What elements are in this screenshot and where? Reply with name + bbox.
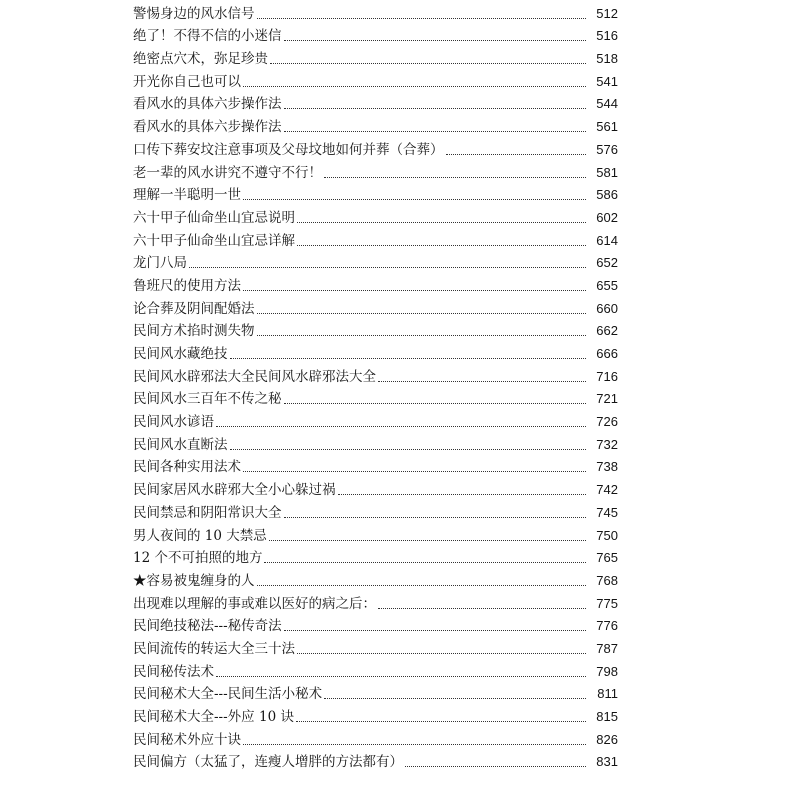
- toc-entry: [133, 545, 618, 568]
- toc-entry: [133, 318, 618, 341]
- toc-entry-title: 龙门八局: [133, 255, 187, 272]
- toc-entry-page-number: 586: [596, 187, 618, 203]
- toc-dot-leader: [189, 267, 586, 268]
- toc-entry-page-number: 745: [596, 504, 618, 520]
- toc-entry: [133, 681, 618, 704]
- toc-dot-leader: [216, 676, 586, 677]
- toc-dot-leader: [269, 540, 586, 541]
- toc-entry: [133, 68, 618, 91]
- toc-entry-title: 绝密点穴术，弥足珍贵: [133, 51, 268, 68]
- toc-entry: [133, 363, 618, 386]
- toc-entry: [133, 658, 618, 681]
- toc-dot-leader: [243, 86, 586, 87]
- toc-entry-title: 论合葬及阴间配婚法: [133, 300, 255, 317]
- toc-entry-title: 民间秘术外应十诀: [133, 731, 241, 748]
- toc-entry-page-number: 776: [596, 618, 618, 634]
- toc-entry-page-number: 655: [596, 277, 618, 293]
- toc-dot-leader: [284, 630, 586, 631]
- toc-entry-title: 六十甲子仙命坐山宜忌说明: [133, 209, 295, 226]
- toc-entry-page-number: 750: [596, 527, 618, 543]
- toc-entry-page-number: 738: [596, 459, 618, 475]
- toc-entry-title: 民间绝技秘法---秘传奇法: [133, 618, 282, 635]
- toc-entry-title: 鲁班尺的使用方法: [133, 277, 241, 294]
- toc-entry-page-number: 666: [596, 346, 618, 361]
- toc-dot-leader: [230, 449, 587, 450]
- toc-dot-leader: [378, 381, 586, 382]
- toc-entry-title: 民间方术掐时测失物: [133, 323, 255, 340]
- toc-dot-leader: [378, 608, 586, 609]
- toc-dot-leader: [257, 313, 587, 314]
- toc-entry-title: 民间秘术大全---民间生活小秘术: [133, 686, 323, 703]
- toc-entry-title: 出现难以理解的事或难以医好的病之后：: [133, 595, 376, 612]
- toc-entry-page-number: 541: [596, 73, 618, 89]
- toc-entry-page-number: 787: [596, 640, 618, 656]
- toc-entry-page-number: 518: [596, 51, 618, 67]
- toc-entry-page-number: 602: [596, 209, 618, 225]
- toc-entry-title: 民间秘术大全---外应 10 诀: [133, 709, 294, 725]
- toc-entry-title: 民间流传的转运大全三十法: [133, 640, 295, 657]
- toc-entry: [133, 227, 618, 250]
- toc-entry-page-number: 576: [596, 141, 618, 157]
- toc-entry: [133, 613, 618, 636]
- toc-entry-page-number: 581: [596, 164, 618, 180]
- toc-entry-title: 看风水的具体六步操作法: [133, 119, 282, 136]
- toc-entry-title: 民间风水三百年不传之秘: [133, 391, 282, 408]
- toc-entry: [133, 272, 618, 295]
- toc-dot-leader: [446, 154, 587, 155]
- toc-entry-page-number: 732: [596, 436, 618, 452]
- toc-entry: [133, 295, 618, 318]
- toc-entry: [133, 136, 618, 159]
- toc-dot-leader: [297, 222, 586, 223]
- toc-dot-leader: [296, 721, 586, 722]
- toc-dot-leader: [243, 744, 586, 745]
- toc-entry-title: 民间偏方（太猛了，连瘦人增胖的方法都有）: [133, 754, 403, 771]
- toc-entry-title: 男人夜间的 10 大禁忌: [133, 527, 267, 544]
- toc-entry: [133, 340, 618, 363]
- toc-entry-title: 六十甲子仙命坐山宜忌详解: [133, 232, 295, 249]
- toc-entry: [133, 567, 618, 590]
- toc-dot-leader: [257, 585, 587, 586]
- toc-entry: [133, 0, 618, 23]
- toc-entry-title: 民间秘传法术: [133, 663, 214, 680]
- toc-dot-leader: [216, 426, 586, 427]
- toc-dot-leader: [405, 766, 586, 767]
- toc-dot-leader: [270, 63, 586, 64]
- toc-entry-page-number: 652: [596, 255, 618, 271]
- toc-entry-title: 理解一半聪明一世: [133, 187, 241, 204]
- toc-entry: [133, 703, 618, 726]
- toc-entry-title: 民间禁忌和阴阳常识大全: [133, 504, 282, 521]
- toc-entry-page-number: 716: [596, 368, 618, 384]
- toc-dot-leader: [324, 698, 586, 699]
- toc-entry-title: 12 个不可拍照的地方: [133, 550, 263, 567]
- toc-entry: [133, 159, 618, 182]
- toc-entry-title: 民间风水直断法: [133, 436, 228, 453]
- toc-entry: [133, 23, 618, 46]
- toc-entry-page-number: 544: [596, 96, 618, 112]
- toc-dot-leader: [338, 494, 587, 495]
- toc-entry: [133, 476, 618, 499]
- toc-entry: [133, 182, 618, 205]
- toc-entry-page-number: 815: [596, 709, 618, 724]
- toc-entry-title: ★容易被鬼缠身的人: [133, 572, 255, 589]
- toc-entry-page-number: 726: [596, 414, 618, 430]
- toc-entry-page-number: 512: [596, 5, 618, 21]
- toc-entry-title: 民间各种实用法术: [133, 459, 241, 476]
- toc-entry-title: 口传下葬安坟注意事项及父母坟地如何并葬（合葬）: [133, 141, 444, 158]
- toc-dot-leader: [243, 471, 586, 472]
- toc-entry: [133, 250, 618, 273]
- toc-dot-leader: [284, 517, 587, 518]
- toc-entry-page-number: 826: [596, 731, 618, 747]
- toc-entry-page-number: 742: [596, 482, 618, 498]
- toc-dot-leader: [284, 108, 587, 109]
- toc-entry: [133, 635, 618, 658]
- toc-dot-leader: [243, 290, 586, 291]
- toc-entry-page-number: 614: [596, 232, 618, 248]
- toc-entry-title: 民间风水谚语: [133, 414, 214, 431]
- toc-entry-page-number: 660: [596, 300, 618, 316]
- toc-dot-leader: [284, 40, 587, 41]
- toc-entry-page-number: 831: [596, 754, 618, 770]
- toc-dot-leader: [257, 18, 587, 19]
- toc-entry: [133, 454, 618, 477]
- toc-entry-page-number: 516: [596, 28, 618, 44]
- toc-entry-title: 绝了！不得不信的小迷信: [133, 28, 282, 45]
- toc-entry-page-number: 798: [596, 663, 618, 679]
- toc-entry: [133, 499, 618, 522]
- toc-entry-title: 民间家居风水辟邪大全小心躲过祸: [133, 482, 336, 499]
- toc-entry-title: 看风水的具体六步操作法: [133, 96, 282, 113]
- toc-dot-leader: [284, 131, 587, 132]
- toc-entry: [133, 113, 618, 136]
- toc-entry: [133, 408, 618, 431]
- table-of-contents: [133, 0, 618, 771]
- toc-dot-leader: [257, 335, 587, 336]
- toc-entry: [133, 726, 618, 749]
- toc-entry: [133, 204, 618, 227]
- toc-dot-leader: [243, 199, 586, 200]
- toc-entry-page-number: 721: [596, 391, 618, 407]
- toc-entry: [133, 590, 618, 613]
- toc-entry: [133, 749, 618, 772]
- toc-entry: [133, 522, 618, 545]
- toc-entry: [133, 91, 618, 114]
- toc-entry: [133, 431, 618, 454]
- toc-entry-title: 民间风水辟邪法大全民间风水辟邪法大全: [133, 368, 376, 385]
- toc-entry: [133, 386, 618, 409]
- toc-entry-page-number: 768: [596, 572, 618, 588]
- toc-entry-page-number: 811: [597, 686, 618, 702]
- toc-entry-page-number: 775: [596, 595, 618, 611]
- toc-dot-leader: [264, 562, 586, 563]
- toc-dot-leader: [230, 358, 587, 359]
- toc-entry-page-number: 765: [596, 550, 618, 566]
- toc-dot-leader: [297, 245, 586, 246]
- toc-entry-title: 警惕身边的风水信号: [133, 5, 255, 22]
- toc-entry: [133, 45, 618, 68]
- toc-entry-title: 老一辈的风水讲究不遵守不行！: [133, 164, 322, 181]
- toc-entry-page-number: 561: [596, 119, 618, 135]
- toc-dot-leader: [324, 177, 586, 178]
- toc-entry-title: 民间风水藏绝技: [133, 346, 228, 362]
- toc-dot-leader: [284, 403, 587, 404]
- toc-entry-page-number: 662: [596, 323, 618, 339]
- toc-dot-leader: [297, 653, 586, 654]
- toc-entry-title: 开光你自己也可以: [133, 73, 241, 90]
